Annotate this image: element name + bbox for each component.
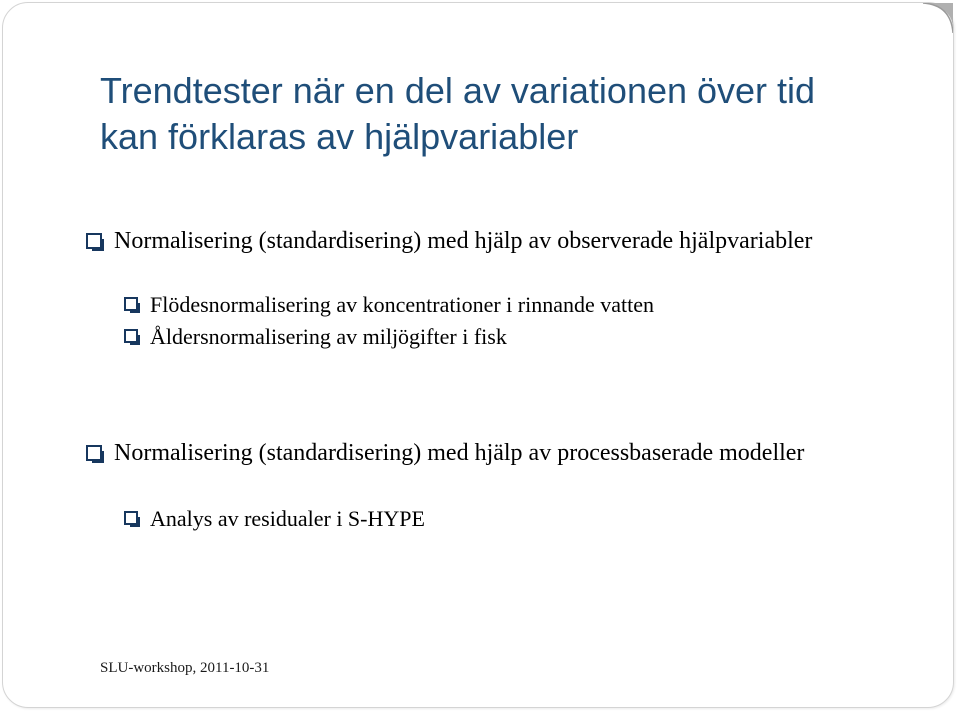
sub-bullet-text: Analys av residualer i S-HYPE <box>150 506 425 531</box>
hollow-square-bullet-icon <box>86 445 102 461</box>
bullet-item <box>86 438 876 469</box>
sub-bullet-item <box>124 504 864 534</box>
sub-bullet-item <box>124 322 864 352</box>
bullet-text: Normalisering (standardisering) med hjälp av observerade hjälpvariabler <box>114 228 813 254</box>
hollow-square-bullet-icon <box>124 329 138 343</box>
sub-bullet-text: Åldersnormalisering av miljögifter i fisk <box>150 324 507 349</box>
bullet-text: Normalisering (standardisering) med hjälp av processbaserade modeller <box>114 440 805 466</box>
hollow-square-bullet-icon <box>124 511 138 525</box>
hollow-square-bullet-icon <box>86 233 102 249</box>
sub-bullet-item <box>124 290 864 320</box>
slide-title: Trendtester när en del av variationen över tid kan förklaras av hjälpvariabler <box>100 70 816 157</box>
corner-accent-icon <box>917 3 953 39</box>
sub-bullet-text: Flödesnormalisering av koncentrationer i rinnande vatten <box>150 292 655 317</box>
hollow-square-bullet-icon <box>124 297 138 311</box>
slide-footer: SLU-workshop, 2011-10-31 <box>100 660 270 676</box>
bullet-item <box>86 226 876 257</box>
